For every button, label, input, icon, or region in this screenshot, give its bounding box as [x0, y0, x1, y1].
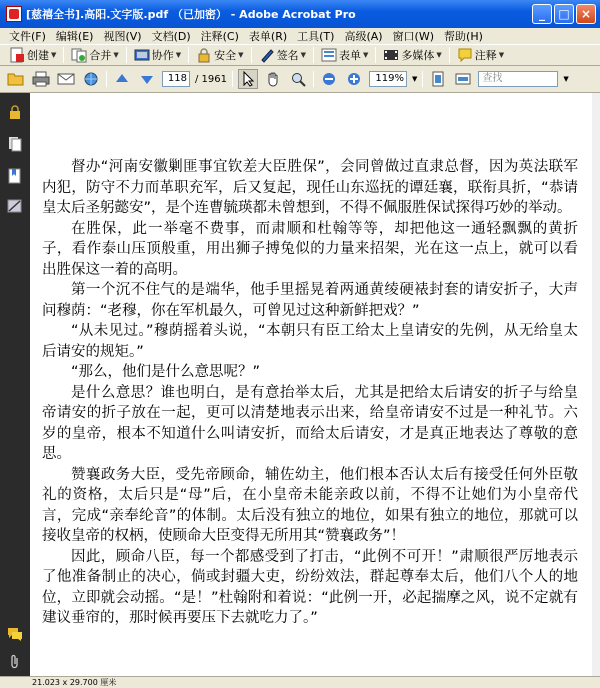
acrobat-app-icon [6, 6, 22, 22]
menu-tools[interactable]: 工具(T) [297, 30, 335, 43]
multimedia-icon [383, 47, 399, 63]
multimedia-button[interactable] [380, 46, 444, 64]
cursor-select-icon [241, 71, 255, 87]
pages-icon [8, 136, 22, 152]
menu-window[interactable]: 窗口(W) [392, 30, 435, 43]
lock-icon [196, 47, 212, 63]
chevron-down-icon: ▼ [300, 51, 306, 59]
signatures-panel-button[interactable] [6, 197, 24, 215]
combine-button[interactable] [68, 46, 121, 64]
paragraph: “从未见过。”穆荫摇着头说，“本朝只有臣工给太上皇请安的先例，从无给皇太后请安的规矩。” [42, 323, 578, 360]
paperclip-icon [8, 654, 22, 670]
paragraph: “那么，他们是什么意思呢？” [71, 364, 261, 380]
secure-button[interactable] [193, 46, 246, 64]
paragraph: 在胜保，此一举毫不费事，而肃顺和杜翰等等，却把他这一通轻飘飘的黄折子，看作泰山压顶般重，用出狮子搏兔似的力量来招架，光在这一点上，就可以看出胜保这一着的高明。 [42, 220, 578, 278]
menu-edit[interactable]: 编辑(E) [55, 30, 94, 43]
menu-document[interactable]: 文档(D) [151, 30, 191, 43]
document-view[interactable] [30, 93, 592, 676]
status-bar [0, 676, 600, 688]
arrow-down-icon [140, 72, 154, 86]
forms-button[interactable] [318, 46, 371, 64]
bookmarks-panel-button[interactable] [6, 167, 24, 185]
sign-button[interactable] [256, 46, 309, 64]
hand-tool-button[interactable] [263, 69, 283, 89]
zoom-level-input[interactable]: 119% [369, 71, 407, 87]
search-input[interactable]: 查找 [478, 71, 558, 87]
print-button[interactable] [31, 69, 51, 89]
chevron-down-icon: ▼ [436, 51, 442, 59]
toolbar-separator [313, 47, 314, 63]
toolbar-separator [188, 47, 189, 63]
select-tool-button[interactable] [238, 69, 258, 89]
create-label: 创建 [27, 49, 49, 62]
secure-label: 安全 [214, 49, 237, 62]
collaborate-label: 协作 [151, 49, 174, 62]
title-bar[interactable] [0, 0, 600, 28]
page-size-label: 21.023 x 29.700 厘米 [32, 678, 117, 687]
fit-width-button[interactable] [453, 69, 473, 89]
menu-comments[interactable]: 注释(C) [200, 30, 239, 43]
toolbar-separator [375, 47, 376, 63]
comment-note-icon [457, 47, 473, 63]
toolbar-separator [232, 71, 233, 87]
next-page-button[interactable] [137, 69, 157, 89]
navigation-toolbar [0, 66, 600, 93]
comment-label: 注释 [474, 49, 497, 62]
chevron-down-icon: ▼ [175, 51, 182, 59]
menu-advanced[interactable]: 高级(A) [344, 30, 383, 43]
chevron-down-icon: ▼ [498, 51, 505, 59]
multimedia-label: 多媒体 [401, 49, 435, 62]
menu-file[interactable]: 文件(F) [9, 30, 46, 43]
toolbar-separator [126, 47, 127, 63]
tasks-toolbar [0, 44, 600, 66]
previous-page-button[interactable] [112, 69, 132, 89]
chevron-down-icon: ▼ [51, 51, 57, 59]
toolbar-separator [63, 47, 64, 63]
magnifier-icon [290, 71, 306, 87]
printer-icon [32, 71, 50, 87]
zoom-out-button[interactable] [319, 69, 339, 89]
page-total-label: / 1961 [195, 73, 227, 85]
document-text [42, 157, 578, 629]
open-button[interactable] [6, 69, 26, 89]
vertical-scrollbar[interactable] [592, 93, 600, 676]
collaborate-button[interactable] [131, 46, 184, 64]
menu-view[interactable]: 视图(V) [103, 30, 142, 43]
navigation-panel [0, 93, 30, 676]
chevron-down-icon: ▼ [113, 51, 119, 59]
comments-panel-button[interactable] [6, 625, 24, 643]
toolbar-separator [422, 71, 423, 87]
chevron-down-icon: ▼ [238, 51, 244, 59]
paragraph: 因此，顾命八臣，每一个都感受到了打击，“此例不可开！”肃顺很严厉地表示了他准备制止的决心，倘或封疆大吏，纷纷效法，群起尊奉太后，他们八个人的地位，立即就会动摇。“是！”杜翰附和着说：“此例一开，必起揣摩之风，说不定就有建议垂帘的，那时候再要压下去就吃力了。” [42, 548, 578, 626]
paragraph: 赞襄政务大臣，受先帝顾命，辅佐幼主，他们根本否认太后有接受任何外臣敬礼的资格，太后只是“母”后，在小皇帝未能亲政以前，不得不让她们为小皇帝代言，完成“亲奉纶音”的体制。太后没有独立的地位，如果有独立的地位，那就可以接收皇帝的权柄，使顾命大臣变得无所用其“赞襄政务”！ [42, 466, 578, 544]
pen-sign-icon [259, 47, 275, 63]
hand-icon [265, 71, 281, 87]
zoom-in-icon [347, 72, 361, 86]
envelope-icon [57, 71, 75, 87]
create-pdf-icon [9, 47, 25, 63]
menu-help[interactable]: 帮助(H) [444, 30, 483, 43]
arrow-up-icon [115, 72, 129, 86]
sign-label: 签名 [276, 49, 299, 62]
minimize-button[interactable]: _ [532, 4, 552, 24]
paragraph: 是什么意思？谁也明白，是有意抬举太后，尤其是把给太后请安的折子与给皇帝请安的折子放在一起，更可以清楚地表示出来，给皇帝请安不过是一种礼节。六岁的皇帝，根本不知道什么叫请安折，而给太后请安，才是真正地表达了尊敬的意思。 [42, 384, 578, 462]
paragraph: 第一个沉不住气的是端华，他手里摇晃着两通黄绫硬裱封套的请安折子，大声问穆荫：“老穆，你在军机最久，可曾见过这种新鲜把戏？” [42, 282, 578, 319]
toolbar-separator [313, 71, 314, 87]
bookmark-icon [8, 168, 22, 184]
chevron-down-icon: ▼ [362, 51, 369, 59]
chevron-down-icon[interactable]: ▼ [412, 75, 418, 83]
close-button[interactable]: × [576, 4, 596, 24]
zoom-out-icon [322, 72, 336, 86]
combine-label: 合并 [89, 49, 112, 62]
lock-icon [8, 104, 22, 120]
pages-panel-button[interactable] [6, 135, 24, 153]
folder-open-icon [7, 71, 25, 87]
toolbar-separator [106, 71, 107, 87]
comment-bubble-icon [7, 626, 23, 642]
signature-icon [7, 198, 23, 214]
collaborate-icon [134, 47, 150, 63]
attachments-panel-button[interactable] [6, 653, 24, 671]
create-button[interactable] [6, 46, 59, 64]
email-button[interactable] [56, 69, 76, 89]
share-button[interactable] [81, 69, 101, 89]
menu-forms[interactable]: 表单(R) [248, 30, 288, 43]
window-title: [慈禧全书].高阳.文字版.pdf （已加密） - Adobe Acrobat Pro [26, 8, 356, 21]
maximize-button[interactable]: □ [554, 4, 574, 24]
page-number-input[interactable]: 118 [162, 71, 190, 87]
zoom-in-button[interactable] [344, 69, 364, 89]
form-icon [321, 47, 337, 63]
zoom-tool-button[interactable] [288, 69, 308, 89]
fit-page-icon [431, 71, 445, 87]
chevron-down-icon[interactable]: ▼ [563, 75, 569, 83]
menu-bar [0, 28, 600, 44]
forms-label: 表单 [338, 49, 361, 62]
fit-page-button[interactable] [428, 69, 448, 89]
combine-files-icon [71, 47, 87, 63]
paragraph: 督办“河南安徽剿匪事宜钦差大臣胜保”，会同曾做过直隶总督，因为英法联军内犯，防守不力而革职充军，后又复起，现任山东巡抚的谭廷襄，联衔具折，“恭请皇太后圣躬懿安”，是个连曹毓瑛都未曾想到，不得不佩服胜保试探得巧妙的举动。 [42, 159, 578, 216]
globe-share-icon [82, 71, 100, 87]
security-panel-button[interactable] [6, 103, 24, 121]
toolbar-separator [449, 47, 450, 63]
comment-button[interactable] [454, 46, 507, 64]
toolbar-separator [251, 47, 252, 63]
window-controls [532, 4, 596, 24]
fit-width-icon [455, 71, 471, 87]
